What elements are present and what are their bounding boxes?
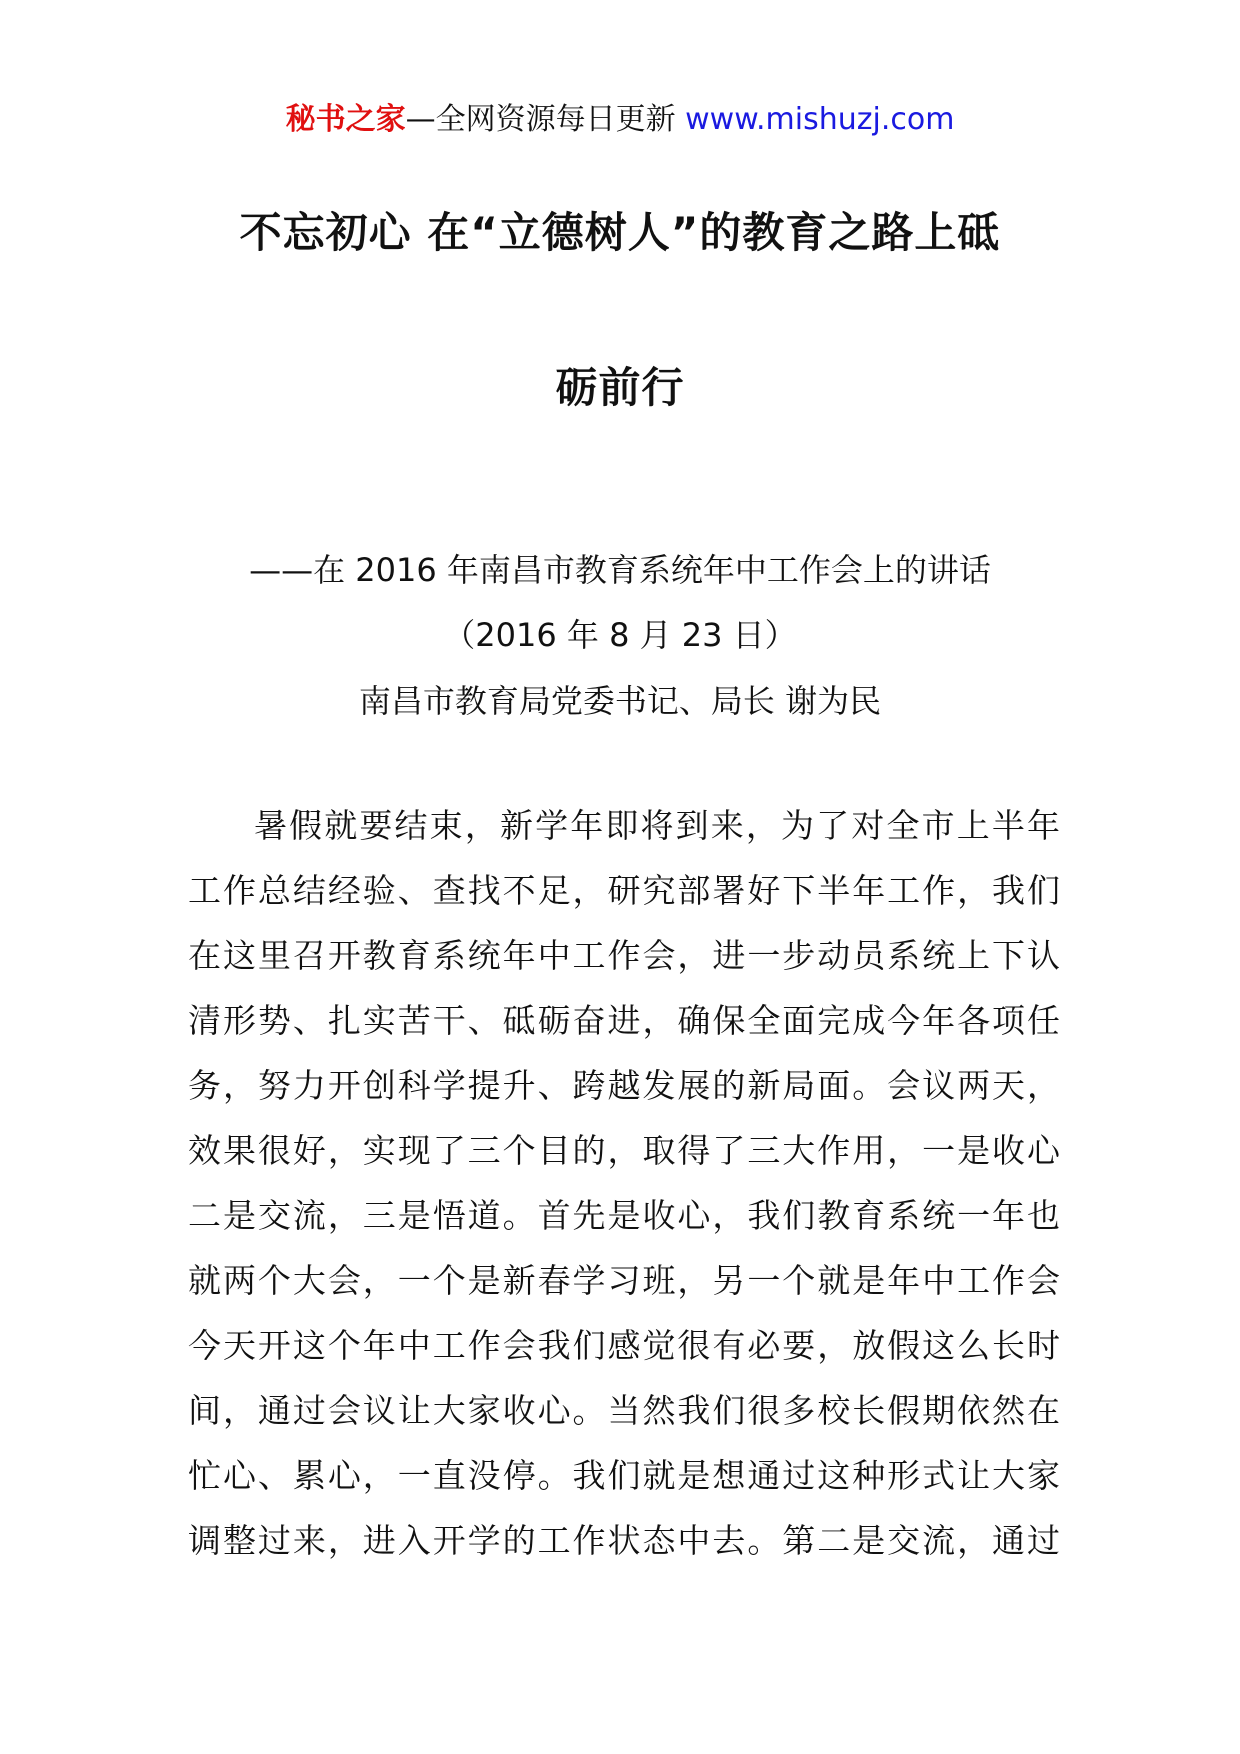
- body-line: 在这里召开教育系统年中工作会，进一步动员系统上下认: [188, 936, 1060, 975]
- brand-name[interactable]: 秘书之家: [285, 102, 406, 137]
- body-paragraph: [188, 793, 1060, 1573]
- body-line: 就两个大会，一个是新春学习班，另一个就是年中工作会: [188, 1261, 1060, 1300]
- body-line: 务，努力开创科学提升、跨越发展的新局面。会议两天，: [188, 1066, 1060, 1105]
- document-title-line-2: 砺前行: [555, 363, 685, 412]
- document-subtitle: ——在 2016 年南昌市教育系统年中工作会上的讲话: [249, 551, 991, 589]
- document-title-line-1: 不忘初心 在“立德树人”的教育之路上砥: [239, 208, 1001, 257]
- body-line: 工作总结经验、查找不足，研究部署好下半年工作，我们: [188, 871, 1060, 910]
- body-line: 调整过来，进入开学的工作状态中去。第二是交流，通过: [188, 1521, 1060, 1560]
- document-date: （2016 年 8 月 23 日）: [443, 616, 797, 654]
- header-tagline: —全网资源每日更新: [405, 102, 686, 137]
- body-line: 二是交流，三是悟道。首先是收心，我们教育系统一年也: [188, 1196, 1060, 1235]
- body-line: 今天开这个年中工作会我们感觉很有必要，放假这么长时: [188, 1326, 1060, 1365]
- document-author: 南昌市教育局党委书记、局长 谢为民: [358, 682, 882, 720]
- body-line: 清形势、扎实苦干、砥砺奋进，确保全面完成今年各项任: [188, 1001, 1060, 1040]
- body-line: 忙心、累心，一直没停。我们就是想通过这种形式让大家: [188, 1456, 1060, 1495]
- body-line: 暑假就要结束，新学年即将到来，为了对全市上半年: [254, 806, 1060, 845]
- body-line: 效果很好，实现了三个目的，取得了三大作用，一是收心: [188, 1131, 1060, 1170]
- site-header: [0, 100, 1240, 140]
- site-url-link[interactable]: www.mishuzj.com: [685, 102, 955, 137]
- body-line: 间，通过会议让大家收心。当然我们很多校长假期依然在: [188, 1391, 1060, 1430]
